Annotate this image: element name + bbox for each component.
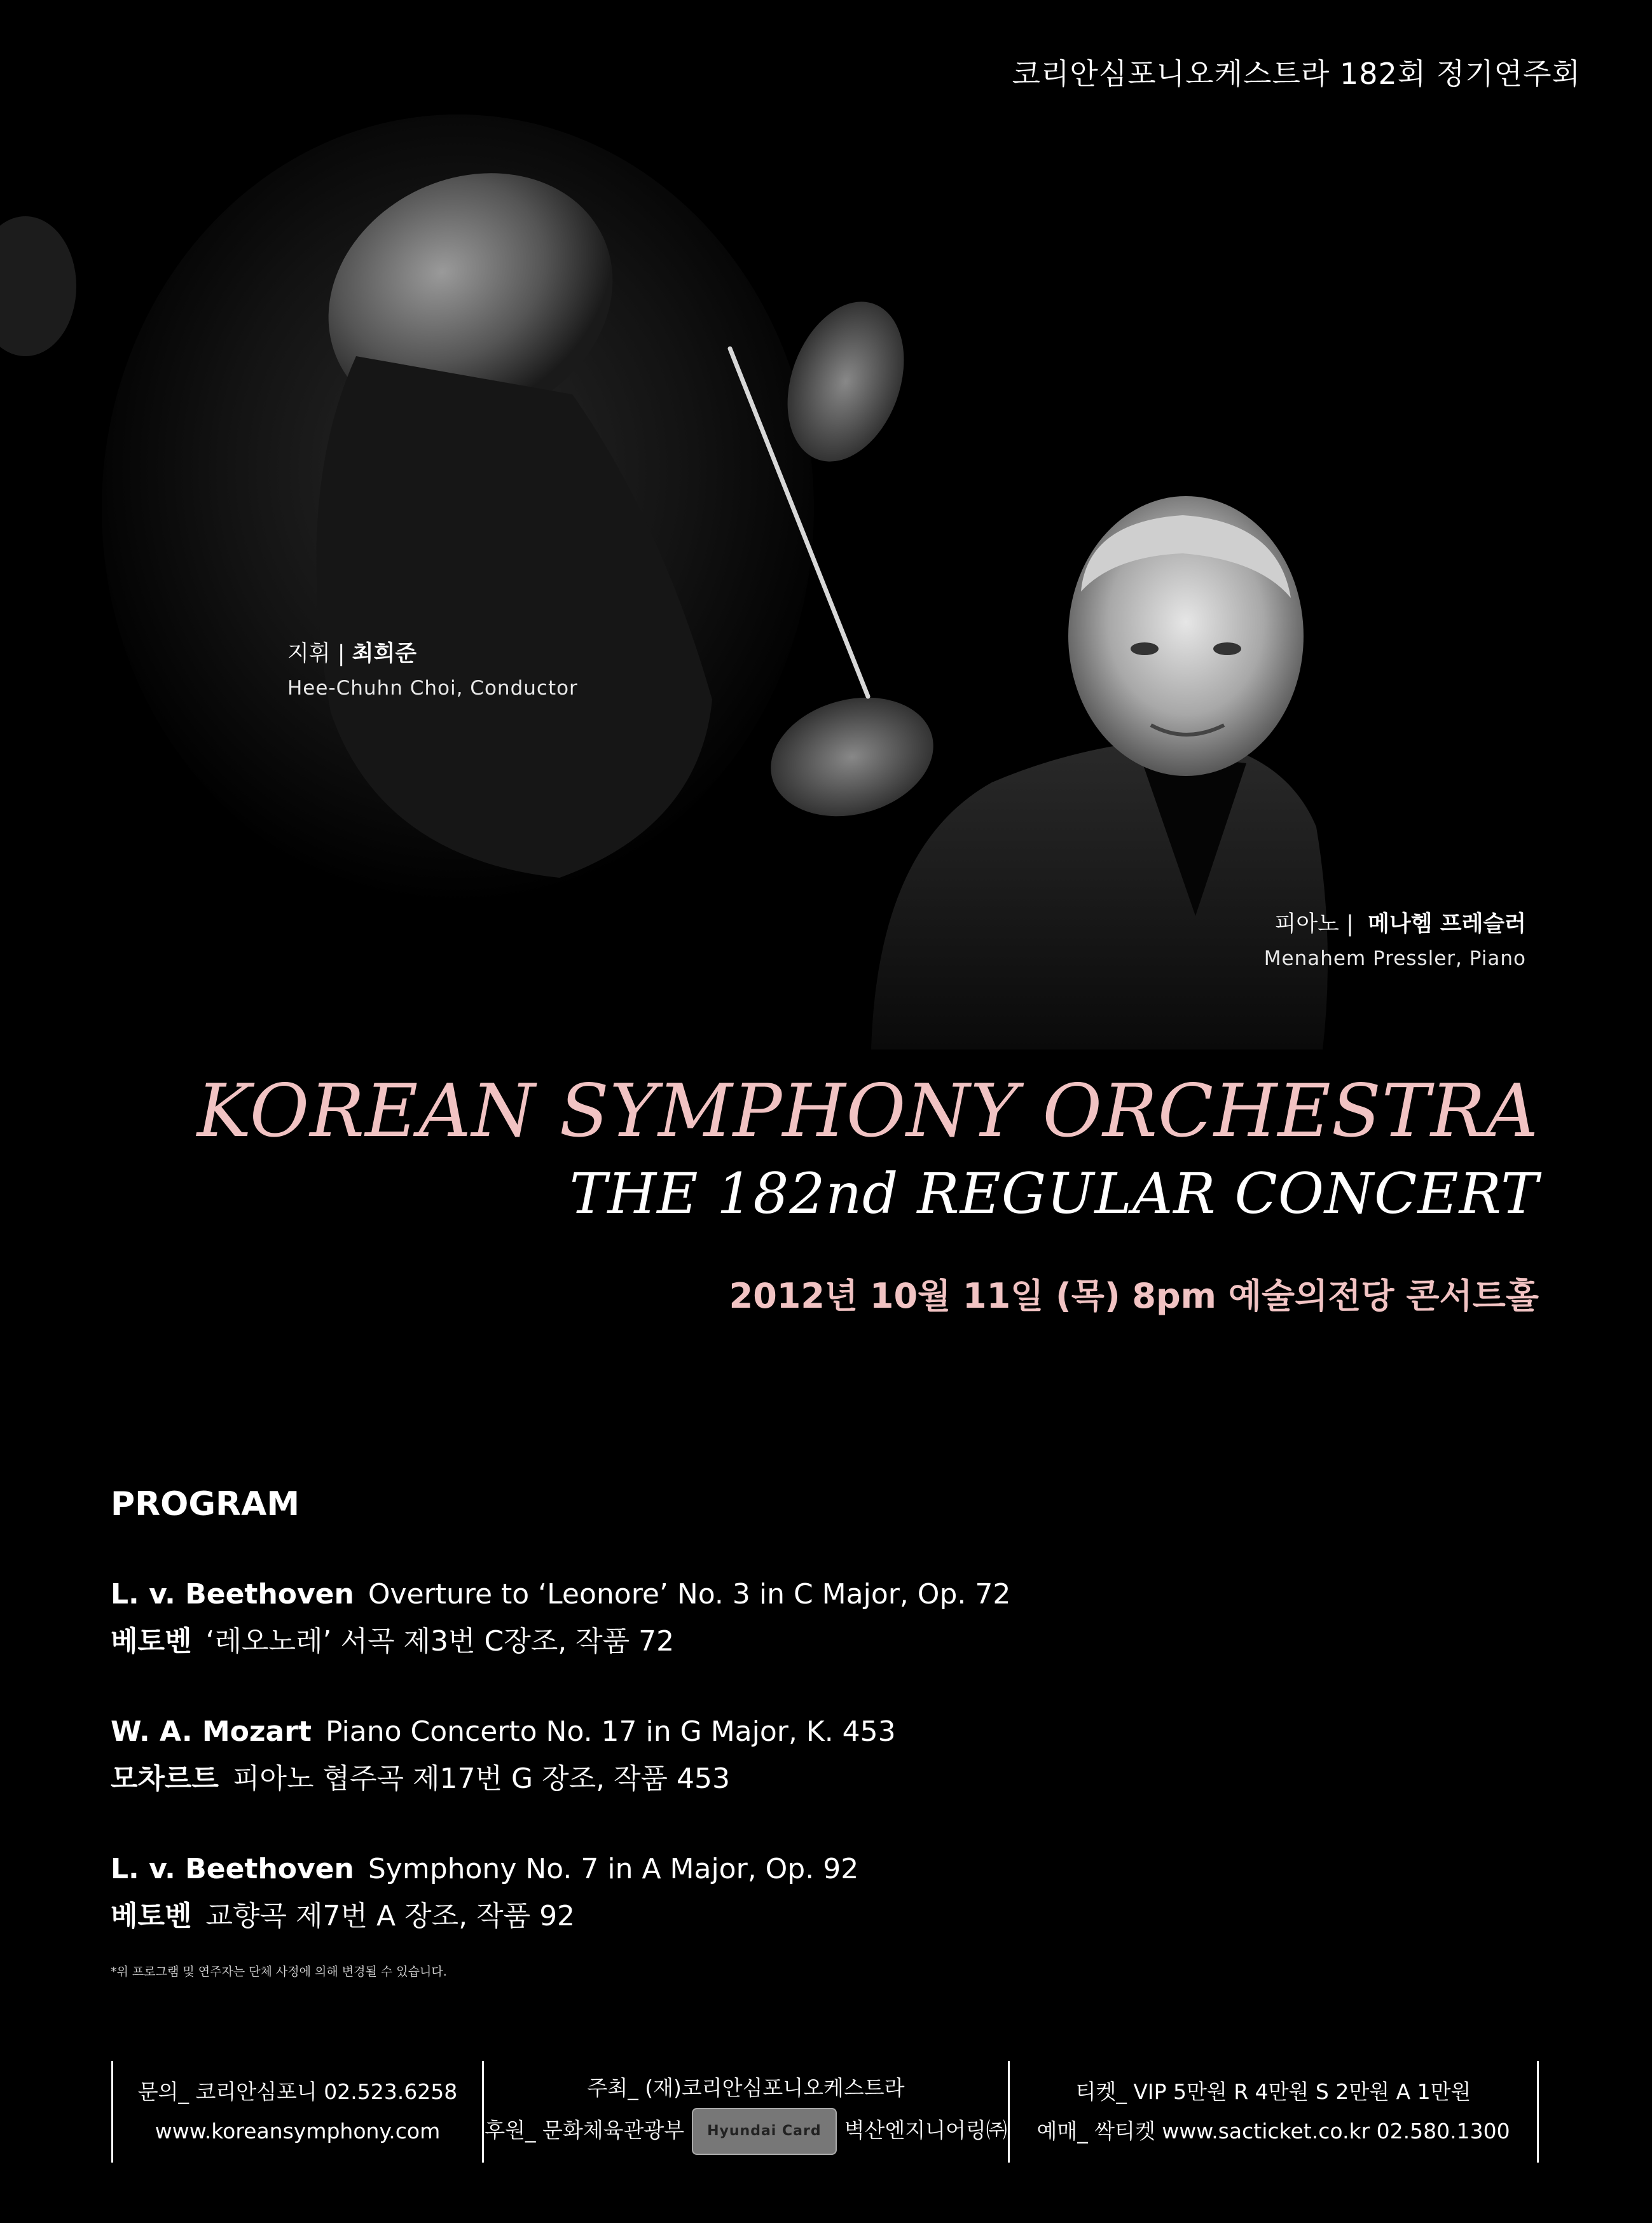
orchestra-title: KOREAN SYMPHONY ORCHESTRA [196,1069,1539,1153]
program-line-en [111,1708,1255,1756]
footer-info [111,2061,1539,2163]
pianist-role: 피아노 [1274,911,1339,937]
conductor-name: 최희준 [352,641,417,667]
pianist-role-name: 피아노 | 메나헴 프레슬러 [1274,911,1526,937]
concert-subtitle: THE 182nd REGULAR CONCERT [569,1161,1539,1226]
composer-en: L. v. Beethoven [111,1578,354,1610]
footer-host-column [484,2061,1008,2163]
concert-series-line: 코리안심포니오케스트라 182회 정기연주회 [1012,57,1581,91]
conductor-name-en: Hee-Chuhn Choi, Conductor [287,677,578,700]
program-line-ko [111,1893,1255,1940]
composer-ko: 베토벤 [111,1900,192,1932]
concert-date-venue: 2012년 10월 11일 (목) 8pm 예술의전당 콘서트홀 [729,1276,1539,1316]
program-item [111,1708,1255,1803]
work-ko: 교향곡 제7번 A 장조, 작품 92 [205,1900,575,1932]
conductor-role: 지휘 [287,641,331,667]
work-ko: ‘레오노레’ 서곡 제3번 C장조, 작품 72 [205,1625,675,1658]
work-en: Symphony No. 7 in A Major, Op. 92 [368,1853,859,1885]
pianist-name-en: Menahem Pressler, Piano [1263,947,1526,970]
booking-info[interactable]: 예매_ 싹티켓 www.sacticket.co.kr 02.580.1300 [1036,2119,1510,2143]
inquiry-phone: 문의_ 코리안심포니 02.523.6258 [137,2079,458,2104]
program-item [111,1571,1255,1665]
program-line-ko [111,1618,1255,1665]
hyundai-card-logo: Hyundai Card [692,2108,836,2155]
work-en: Overture to ‘Leonore’ No. 3 in C Major, Op. 72 [368,1578,1011,1610]
host-org: 주최_ (재)코리안심포니오케스트라 [587,2075,905,2100]
program-list [111,1571,1255,1983]
sponsor-line [485,2108,1007,2155]
conductor-role-name: 지휘 | 최희준 [287,641,417,667]
work-ko: 피아노 협주곡 제17번 G 장조, 작품 453 [233,1762,731,1795]
website-link[interactable]: www.koreansymphony.com [155,2119,441,2143]
sponsor-company: 벽산엔지니어링㈜ [844,2117,1007,2143]
pianist-caption [1264,906,1526,970]
program-heading: PROGRAM [111,1485,300,1523]
composer-en: W. A. Mozart [111,1715,312,1748]
composer-ko: 베토벤 [111,1625,192,1658]
footer-ticket-column [1010,2061,1537,2163]
program-line-ko [111,1756,1255,1803]
conductor-caption [287,636,578,700]
composer-en: L. v. Beethoven [111,1853,354,1885]
program-line-en [111,1846,1255,1893]
work-en: Piano Concerto No. 17 in G Major, K. 453 [325,1715,896,1748]
composer-ko: 모차르트 [111,1762,219,1795]
program-item [111,1846,1255,1940]
pianist-name: 메나헴 프레슬러 [1368,911,1526,937]
program-change-note: *위 프로그램 및 연주자는 단체 사정에 의해 변경될 수 있습니다. [111,1965,447,1979]
footer-inquiry-column [113,2061,482,2163]
sponsor-ministry: 후원_ 문화체육관광부 [485,2117,685,2143]
ticket-prices: 티켓_ VIP 5만원 R 4만원 S 2만원 A 1만원 [1075,2079,1471,2104]
footer-divider [1537,2061,1539,2163]
program-line-en [111,1571,1255,1618]
